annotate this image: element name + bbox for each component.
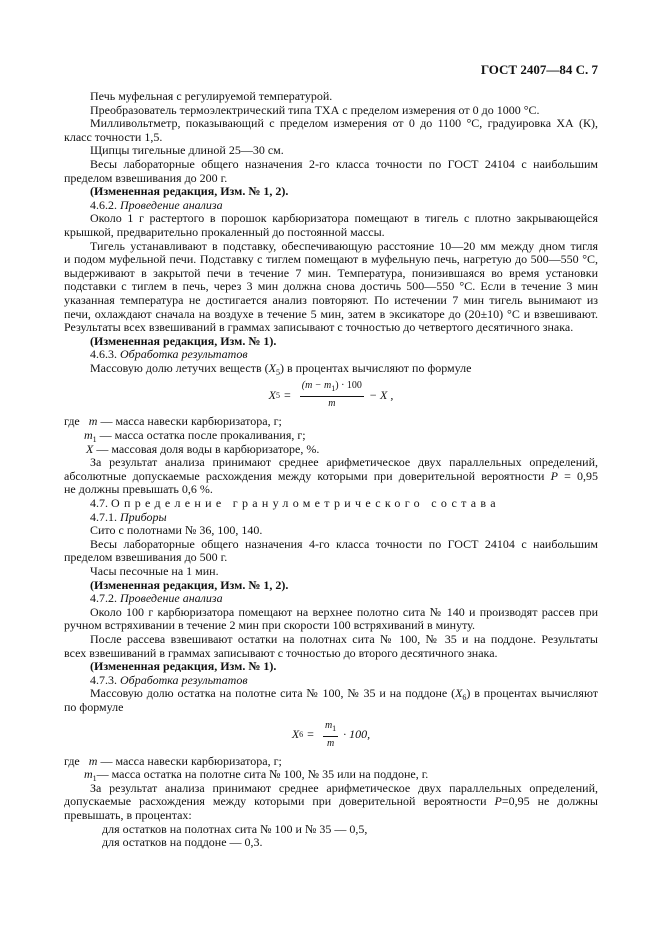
section-heading [64,592,598,606]
math-variable: P [494,795,502,809]
text-segment: пределом взвешивания до 200 г. [64,170,228,185]
text-segment: Милливольтметр, показывающий с пределом измерения от 0 до 1100 °С, градуировка ХА (К), [90,117,598,131]
text-segment: Массовую долю остатка на полотне сита № 100, № 35 и на поддоне ( [90,687,456,701]
section-number: 4.6.2. [90,197,117,212]
variable-definition [64,443,598,457]
section-title: Определение гранулометрического состава [111,496,500,511]
text-line [64,619,598,633]
paragraph [64,687,598,714]
numerator-text: m [324,719,333,731]
section-number: 4.6.3. [90,347,117,362]
paragraph [64,782,598,823]
paragraph [64,836,598,850]
fraction-denominator: m [326,737,335,749]
formula [64,375,598,415]
fraction-numerator [300,380,364,397]
numerator-tail: ) · 100 [335,380,362,392]
section-heading [64,199,598,213]
text-line [64,226,598,240]
text-segment: выдерживают в закрытой печи в течение 7 мин. Температура, понизившаяся во время установки [64,266,598,280]
text-line [64,795,598,809]
text-line [64,280,598,294]
paragraph [64,823,598,837]
variable-description: — массовая доля воды в карбюризаторе, %. [93,441,320,456]
text-line [64,647,598,661]
text-segment: ручном встряхивании в течение 2 мин при скорости 100 встряхиваний в минуту. [64,618,475,633]
text-segment: ) в процентах вычисляют по формуле [280,360,472,375]
text-line [64,267,598,281]
text-segment: указанная температура не достигается анализ повторяют. По истечении 7 мин тигель вынимают из [64,293,598,307]
text-line [64,240,598,254]
text-segment: не должны превышать 0,6 %. [64,482,213,497]
text-segment: подставки с тиглем в печь, через 3 мин должна снова достичь 500—550 °С. Если в течение 3 мин [64,280,598,294]
formula-lhs-subscript: 6 [299,729,304,739]
variable-description: — масса навески карбюризатора, г; [97,414,282,429]
numerator-subscript: 1 [332,723,337,733]
subscript: 5 [276,367,280,377]
variable-definition [64,415,598,429]
numerator-subscript: 1 [331,384,336,394]
text-line [64,308,598,322]
formula-lhs-subscript: 5 [275,390,280,400]
paragraph [64,240,598,335]
text-segment: крышкой, предварительно прокаленный до постоянной массы. [64,224,385,239]
section-title: Приборы [120,509,167,524]
where-label: где [64,414,80,429]
paragraph [64,606,598,633]
text-segment: За результат анализа принимают среднее арифметическое двух параллельных определений, [90,781,598,795]
fraction [300,380,364,410]
text-line [64,565,598,579]
variable-symbol: X [86,441,94,456]
text-segment: После рассева взвешивают остатки на полотнах сита № 100, № 35 и на поддоне. Результаты [90,632,598,646]
paragraph [64,158,598,185]
variable-description: — масса навески карбюризатора, г; [97,753,282,768]
text-segment: Массовую долю летучих веществ ( [90,360,269,375]
section-title: Проведение анализа [120,591,223,606]
text-line [64,524,598,538]
text-segment: пределом взвешивания до 500 г. [64,550,228,565]
text-segment: печи, охлаждают сначала на воздухе в течение 5 мин, затем в эксикаторе до (20±10) °С и взвешивают. [64,307,598,321]
variable-description: — масса остатка на полотне сита № 100, № 35 или на поддоне, г. [96,767,429,782]
text-line [64,483,598,497]
text-line [64,117,598,131]
text-segment: Часы песочные на 1 мин. [90,564,219,578]
fraction [323,720,338,750]
text-segment: Около 1 г растертого в порошок карбюризатора помещают в тигель с плотно закрывающейся [90,212,598,226]
section-number: 4.7.1. [90,509,117,524]
text-line [64,104,598,118]
text-line [64,294,598,308]
text-segment: для остатков на полотнах сита № 100 и № 35 — 0,5, [102,821,368,836]
section-number: 4.7.3. [90,672,117,687]
math-variable: P [550,469,558,483]
text-line [64,131,598,145]
text-line [64,538,598,552]
text-segment: Преобразователь термоэлектрический типа ТХА с пределом измерения от 0 до 1000 °С. [90,102,540,117]
text-segment: допускаемые расхождения между которыми при доверительной вероятности [64,795,495,809]
paragraph [64,456,598,497]
amendment-note: (Измененная редакция, Изм. № 1). [90,659,277,674]
text-segment: Результаты всех взвешиваний в граммах записывают с точностью до четвертого десятичного знака. [64,320,574,335]
amendment-note: (Измененная редакция, Изм. № 1). [90,333,277,348]
amendment-note: (Измененная редакция, Изм. № 1, 2). [90,577,289,592]
section-heading [64,497,598,511]
paragraph [64,117,598,144]
text-segment: Сито с полотнами № 36, 100, 140. [90,523,263,538]
text-segment: всех взвешиваний в граммах записывают с точностью до второго десятичного знака. [64,645,498,660]
text-line [64,253,598,267]
formula-equals: = [307,726,314,741]
text-line [64,687,598,701]
page-header: ГОСТ 2407—84 С. 7 [480,62,598,77]
fraction-numerator [323,720,338,737]
variable-description: — масса остатка после прокаливания, г; [96,428,306,443]
text-segment: Весы лабораторные общего назначения 2-го класса точности по ГОСТ 24104 с наибольшим [90,157,598,171]
variable-definition [64,429,598,443]
variable-symbol: m [88,753,98,768]
paragraph [64,524,598,538]
formula-lhs: X [291,726,300,741]
fraction-denominator: m [328,398,336,410]
section-number: 4.7.2. [90,591,117,606]
paragraph [64,212,598,239]
section-heading [64,674,598,688]
text-segment: Печь муфельная с регулируемой температурой. [90,89,333,103]
variable-definition [64,755,598,769]
text-segment: по формуле [64,699,124,714]
text-segment: и подом муфельной печи. Подставку с тиглем помещают в муфельную печь, нагретую до 500—550 °С, [64,253,598,267]
paragraph [64,104,598,118]
section-title: Обработка результатов [120,672,248,687]
text-segment: превышать, в процентах: [64,807,192,822]
formula [64,715,598,755]
text-line [64,701,598,715]
math-variable: X [268,360,276,375]
variable-subscript: 1 [92,774,97,784]
text-segment: Щипцы тигельные длиной 25—30 см. [90,143,284,158]
section-title: Проведение анализа [120,197,223,212]
text-segment: Весы лабораторные общего назначения 4-го класса точности по ГОСТ 24104 с наибольшим [90,537,598,551]
amendment-note: (Измененная редакция, Изм. № 1, 2). [90,184,289,199]
text-line [64,90,598,104]
text-line [64,470,598,484]
paragraph [64,362,598,376]
variable-subscript: 1 [92,435,97,445]
paragraph [64,565,598,579]
formula-lhs: X [268,387,276,402]
formula-equals: = [283,387,291,402]
text-segment: = 0,95 [557,469,598,483]
section-title: Обработка результатов [120,347,248,362]
text-line [64,836,598,850]
text-line [64,456,598,470]
paragraph [64,538,598,565]
text-segment: Около 100 г карбюризатора помещают на верхнее полотно сита № 140 и производят рассев при [90,605,598,619]
text-segment: абсолютные допускаемые расхождения между которыми при доверительной вероятности [64,469,551,483]
text-line [64,633,598,647]
variable-definition [64,768,598,782]
text-segment: для остатков на поддоне — 0,3. [102,835,263,850]
text-line [64,144,598,158]
text-line [64,362,598,376]
text-line [64,823,598,837]
variable-symbol: m [88,414,98,429]
variable-symbol: m [84,428,93,443]
text-segment: ) в процентах вычисляют [466,687,598,701]
section-heading [64,511,598,525]
text-segment: Тигель устанавливают в подставку, обеспечивающую расстояние 10—20 мм между дном тигля [90,239,598,253]
subscript: 6 [462,693,467,701]
text-line [64,172,598,186]
variable-symbol: m [84,767,93,782]
formula-tail: − X , [368,387,394,402]
paragraph [64,144,598,158]
document-body [64,90,598,850]
text-line [64,782,598,796]
text-segment: класс точности 1,5. [64,129,163,144]
math-variable: X [455,687,463,701]
text-line [64,158,598,172]
formula-tail: · 100, [343,726,371,741]
paragraph [64,633,598,660]
section-number: 4.7. [90,496,108,511]
text-line [64,212,598,226]
where-label: где [64,753,80,768]
text-line [64,606,598,620]
numerator-text: (m − m [301,380,332,392]
paragraph [64,90,598,104]
text-line [64,809,598,823]
text-segment: За результат анализа принимают среднее арифметическое двух параллельных определений, [90,456,598,470]
text-line [64,321,598,335]
text-segment: =0,95 не должны [501,795,598,809]
section-heading [64,348,598,362]
text-line [64,551,598,565]
